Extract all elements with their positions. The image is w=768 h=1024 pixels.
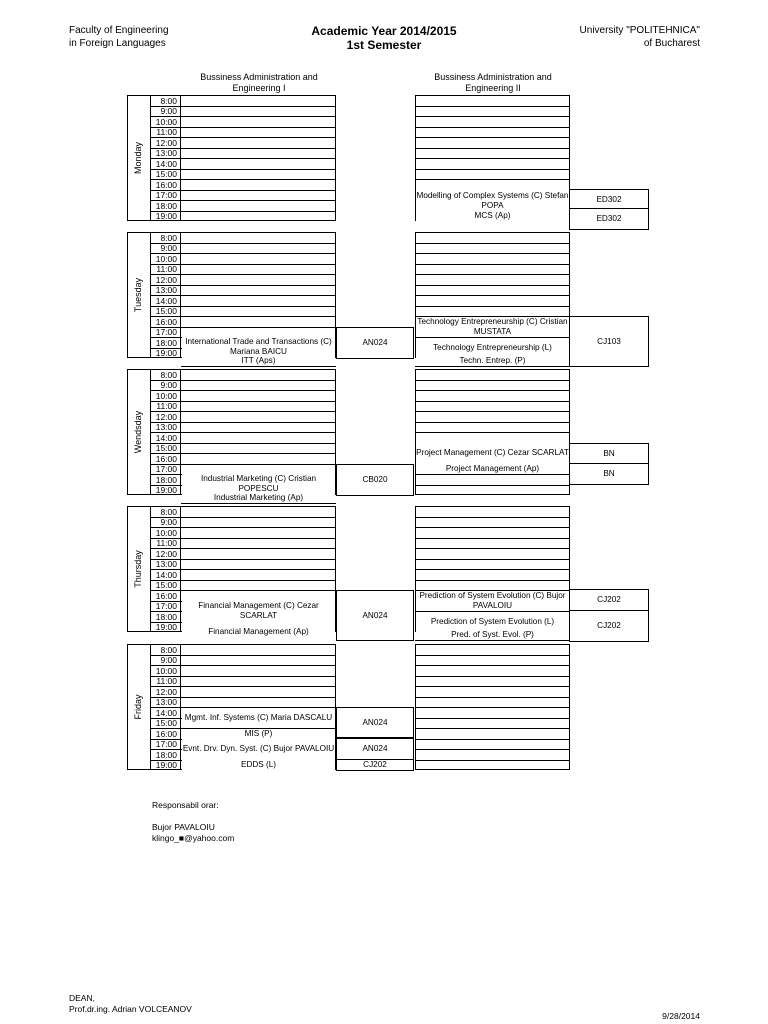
row-line xyxy=(150,527,336,528)
day-label-tuesday: Tuesday xyxy=(133,277,143,313)
row-line xyxy=(415,640,570,641)
row-line xyxy=(415,707,570,708)
time-slot-label: 12:00 xyxy=(155,274,177,285)
time-slot-label: 9:00 xyxy=(160,655,177,665)
responsible-name: Bujor PAVALOIU xyxy=(152,822,215,832)
time-slot-label: 17:00 xyxy=(155,190,177,200)
row-line xyxy=(415,158,570,159)
row-line xyxy=(150,411,336,412)
row-line xyxy=(415,749,570,750)
course-cell: Techn. Entrep. (P) xyxy=(416,356,569,366)
course-cell: Prediction of System Evolution (C) Bujor PAVALOIU xyxy=(416,591,569,611)
time-slot-label: 8:00 xyxy=(160,95,177,106)
dean-label: DEAN, xyxy=(69,993,95,1003)
time-slot-label: 10:00 xyxy=(155,665,177,676)
row-line xyxy=(415,401,570,402)
time-slot-label: 15:00 xyxy=(155,718,177,728)
row-line xyxy=(150,443,336,444)
faculty-line2: in Foreign Languages xyxy=(69,38,166,49)
course-cell: Evnt. Drv. Dyn. Syst. (C) Bujor PAVALOIU xyxy=(182,739,335,759)
course-cell: Project Management (C) Cezar SCARLAT xyxy=(416,443,569,463)
row-line xyxy=(150,559,336,560)
time-slot-label: 8:00 xyxy=(160,644,177,655)
row-line xyxy=(415,559,570,560)
time-slot-label: 10:00 xyxy=(155,253,177,264)
time-slot-label: 13:00 xyxy=(155,285,177,295)
row-line xyxy=(150,422,336,423)
time-slot-label: 15:00 xyxy=(155,169,177,179)
time-slot-label: 18:00 xyxy=(155,337,177,348)
time-slot-label: 15:00 xyxy=(155,306,177,316)
time-slot-label: 13:00 xyxy=(155,422,177,432)
time-slot-label: 11:00 xyxy=(156,401,177,411)
day-label-wednesday: Wendsday xyxy=(133,410,143,454)
row-line xyxy=(415,411,570,412)
row-line xyxy=(415,179,570,180)
row-line xyxy=(415,580,570,581)
room-cell: AN024 xyxy=(336,707,414,738)
room-cell: BN xyxy=(569,463,649,485)
time-slot-label: 11:00 xyxy=(156,264,177,274)
time-slot-label: 19:00 xyxy=(155,211,177,221)
time-slot-label: 16:00 xyxy=(155,728,177,739)
row-line xyxy=(415,432,570,433)
course-cell: Financial Management (C) Cezar SCARLAT xyxy=(182,601,335,621)
row-line xyxy=(415,474,570,475)
row-line xyxy=(415,253,570,254)
time-slot-label: 18:00 xyxy=(155,749,177,760)
faculty-line1: Faculty of Engineering xyxy=(69,25,169,36)
time-slot-label: 11:00 xyxy=(156,676,177,686)
time-slot-label: 12:00 xyxy=(155,548,177,559)
row-line xyxy=(415,517,570,518)
time-slot-label: 18:00 xyxy=(155,611,177,622)
row-line xyxy=(415,686,570,687)
row-line xyxy=(150,380,336,381)
row-line xyxy=(150,390,336,391)
faculty-name xyxy=(69,24,169,50)
row-line xyxy=(150,106,336,107)
time-slot-label: 18:00 xyxy=(155,474,177,485)
day-label-friday: Friday xyxy=(133,694,143,720)
row-line xyxy=(150,285,336,286)
responsible-label: Responsabil orar: xyxy=(152,800,219,810)
row-line xyxy=(415,739,570,740)
course-cell: Modelling of Complex Systems (C) Stefan POPA xyxy=(416,190,569,210)
time-slot-label: 16:00 xyxy=(155,453,177,464)
time-slot-label: 10:00 xyxy=(155,116,177,127)
course-cell: Technology Entrepreneurship (L) xyxy=(416,338,569,358)
row-line xyxy=(150,295,336,296)
row-line xyxy=(415,697,570,698)
room-cell: AN024 xyxy=(336,590,414,641)
course-cell: MIS (P) xyxy=(182,729,335,739)
time-slot-label: 14:00 xyxy=(155,295,177,306)
row-line xyxy=(150,200,336,201)
row-line xyxy=(150,158,336,159)
time-slot-label: 18:00 xyxy=(155,200,177,211)
course-cell: Mgmt. Inf. Systems (C) Maria DASCALU xyxy=(182,708,335,728)
course-cell: Technology Entrepreneurship (C) Cristian MUSTATA xyxy=(417,316,568,336)
time-slot-label: 13:00 xyxy=(155,559,177,569)
room-cell: CJ202 xyxy=(569,589,649,611)
row-line xyxy=(150,401,336,402)
row-line xyxy=(415,285,570,286)
row-line xyxy=(415,243,570,244)
room-cell: CJ202 xyxy=(336,759,414,771)
room-cell: BN xyxy=(569,443,649,465)
page-title xyxy=(284,24,484,52)
row-line xyxy=(150,665,336,666)
row-line xyxy=(150,569,336,570)
row-line xyxy=(150,548,336,549)
course-cell: Prediction of System Evolution (L) xyxy=(416,612,569,632)
time-slot-label: 10:00 xyxy=(155,527,177,538)
row-line xyxy=(150,327,336,328)
time-slot-label: 14:00 xyxy=(155,432,177,443)
time-slot-label: 8:00 xyxy=(160,232,177,243)
row-line xyxy=(150,453,336,454)
row-line xyxy=(150,179,336,180)
time-slot-label: 16:00 xyxy=(155,316,177,327)
row-line xyxy=(181,366,336,367)
row-line xyxy=(181,503,336,504)
row-line xyxy=(150,137,336,138)
row-line xyxy=(150,274,336,275)
dean-name: Prof.dr.ing. Adrian VOLCEANOV xyxy=(69,1004,192,1014)
row-line xyxy=(150,253,336,254)
time-slot-label: 14:00 xyxy=(155,158,177,169)
course-cell: Financial Management (Ap) xyxy=(182,622,335,642)
row-line xyxy=(150,676,336,677)
room-cell: CB020 xyxy=(336,464,414,496)
time-slot-label: 19:00 xyxy=(155,760,177,770)
title-line2: 1st Semester xyxy=(346,38,422,52)
group1-heading: Bussiness Administration and Engineering I xyxy=(200,72,318,93)
group2-heading: Bussiness Administration and Engineering II xyxy=(434,72,552,93)
row-line xyxy=(415,728,570,729)
row-line xyxy=(415,274,570,275)
row-line xyxy=(150,306,336,307)
time-slot-label: 8:00 xyxy=(160,506,177,517)
row-line xyxy=(415,264,570,265)
university-line2: of Bucharest xyxy=(643,38,700,49)
time-slot-label: 17:00 xyxy=(155,601,177,611)
row-line xyxy=(150,116,336,117)
time-slot-label: 8:00 xyxy=(160,369,177,380)
row-line xyxy=(150,686,336,687)
row-line xyxy=(150,655,336,656)
room-cell: AN024 xyxy=(336,327,414,359)
time-slot-label: 19:00 xyxy=(155,485,177,495)
time-slot-label: 19:00 xyxy=(155,622,177,632)
room-cell: ED302 xyxy=(569,189,649,211)
time-slot-label: 17:00 xyxy=(155,464,177,474)
room-cell: AN024 xyxy=(336,738,414,760)
row-line xyxy=(415,295,570,296)
row-line xyxy=(150,464,336,465)
row-line xyxy=(150,590,336,591)
time-slot-label: 12:00 xyxy=(155,686,177,697)
time-slot-label: 9:00 xyxy=(160,517,177,527)
row-line xyxy=(415,527,570,528)
room-cell: ED302 xyxy=(569,208,649,230)
time-slot-label: 17:00 xyxy=(155,327,177,337)
time-slot-label: 13:00 xyxy=(155,697,177,707)
row-line xyxy=(150,580,336,581)
course-cell: EDDS (L) xyxy=(182,760,335,770)
row-line xyxy=(150,169,336,170)
row-line xyxy=(415,655,570,656)
university-name xyxy=(580,24,700,50)
row-line xyxy=(415,106,570,107)
row-line xyxy=(415,137,570,138)
responsible-email: klingo_■@yahoo.com xyxy=(152,833,235,843)
time-slot-label: 14:00 xyxy=(155,569,177,580)
row-line xyxy=(150,316,336,317)
row-line xyxy=(415,127,570,128)
row-line xyxy=(150,264,336,265)
day-label-monday: Monday xyxy=(133,141,143,175)
row-line xyxy=(415,538,570,539)
row-line xyxy=(415,148,570,149)
row-line xyxy=(415,760,570,761)
course-cell: Industrial Marketing (Ap) xyxy=(182,493,335,503)
row-line xyxy=(150,190,336,191)
row-line xyxy=(415,676,570,677)
time-slot-label: 17:00 xyxy=(155,739,177,749)
row-line xyxy=(150,517,336,518)
row-line xyxy=(150,432,336,433)
time-slot-label: 10:00 xyxy=(155,390,177,401)
time-slot-label: 11:00 xyxy=(156,127,177,137)
time-slot-label: 9:00 xyxy=(160,380,177,390)
university-line1: University "POLITEHNICA" xyxy=(579,25,700,36)
course-cell: Industrial Marketing (C) Cristian POPESCU xyxy=(182,473,335,494)
time-slot-label: 19:00 xyxy=(155,348,177,358)
row-line xyxy=(415,306,570,307)
row-line xyxy=(415,485,570,486)
time-slot-label: 15:00 xyxy=(155,443,177,453)
row-line xyxy=(415,169,570,170)
time-slot-label: 9:00 xyxy=(160,243,177,253)
row-line xyxy=(415,116,570,117)
room-cell: CJ103 xyxy=(569,316,649,367)
row-line xyxy=(415,548,570,549)
title-line1: Academic Year 2014/2015 xyxy=(311,24,457,38)
course-cell: MCS (Ap) xyxy=(416,211,569,221)
room-cell: CJ202 xyxy=(569,610,649,642)
row-line xyxy=(150,243,336,244)
day-label-thursday: Thursday xyxy=(133,550,143,588)
time-slot-label: 16:00 xyxy=(155,590,177,601)
course-cell: Pred. of Syst. Evol. (P) xyxy=(416,630,569,640)
row-line xyxy=(415,569,570,570)
row-line xyxy=(150,697,336,698)
time-slot-label: 15:00 xyxy=(155,580,177,590)
row-line xyxy=(415,390,570,391)
time-slot-label: 9:00 xyxy=(160,106,177,116)
course-cell: Project Management (Ap) xyxy=(416,464,569,474)
row-line xyxy=(150,538,336,539)
course-cell: International Trade and Transactions (C) Mariana BAICU xyxy=(182,336,335,357)
row-line xyxy=(150,127,336,128)
course-cell: ITT (Aps) xyxy=(182,356,335,366)
time-slot-label: 16:00 xyxy=(155,179,177,190)
row-line xyxy=(150,148,336,149)
time-slot-label: 14:00 xyxy=(155,707,177,718)
row-line xyxy=(415,366,570,367)
document-date: 9/28/2014 xyxy=(662,1011,700,1021)
row-line xyxy=(150,211,336,212)
time-slot-label: 12:00 xyxy=(155,137,177,148)
time-slot-label: 11:00 xyxy=(156,538,177,548)
row-line xyxy=(415,665,570,666)
row-line xyxy=(415,718,570,719)
row-line xyxy=(415,380,570,381)
time-slot-label: 13:00 xyxy=(155,148,177,158)
row-line xyxy=(415,422,570,423)
time-slot-label: 12:00 xyxy=(155,411,177,422)
